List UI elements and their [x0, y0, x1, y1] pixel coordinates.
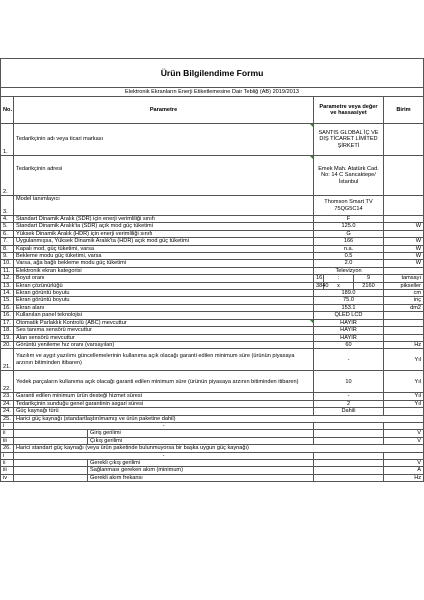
row-no: iii [1, 437, 14, 444]
row-unit: Hz [384, 341, 424, 348]
row-no: ii [1, 430, 14, 437]
row-value: 2 [314, 400, 384, 407]
row-label: Yazılım ve aygıt yazılımı güncellemelerinin kullanıma açık olacağı garanti edilen minimum süre (ürünün piyasaya arzının bitiminden itibaren) [14, 349, 314, 371]
row-unit [384, 408, 424, 415]
row-no: 15. [1, 297, 14, 304]
row-unit: W [384, 245, 424, 252]
row-value-separator: x [324, 282, 354, 289]
row-unit: V [384, 430, 424, 437]
row-label: Otomatik Parlaklık Kontrolü (ABC) mevcuttur [14, 319, 314, 326]
product-information-table [0, 58, 424, 482]
row-value: - [314, 349, 384, 371]
row-label: Model tanımlayıcı [14, 196, 314, 216]
row-value: Thomson Smart TV 75QG5C14 [314, 196, 384, 216]
row-no: i [1, 452, 14, 459]
row-value: - [14, 452, 314, 459]
row-no: 12. [1, 275, 14, 282]
row-label: Ekran alanı [14, 304, 314, 311]
row-value-2: 9 [354, 275, 384, 282]
header-value: Parametre veya değer ve hassasiyet [314, 97, 384, 124]
row-label: Elektronik ekran kategorisi [14, 267, 314, 274]
form-title: Ürün Bilgilendime Formu [1, 59, 424, 88]
row-unit: Yıl [384, 393, 424, 400]
row-value: Dahili [314, 408, 384, 415]
row-label: Görüntü yenileme hız oranı (varsayılan) [14, 341, 314, 348]
row-no: iii [1, 467, 14, 474]
row-label: Giriş gerilimi [88, 430, 314, 437]
row-no: ii [1, 459, 14, 466]
row-unit [384, 196, 424, 216]
row-label: Standart Dinamik Aralık (SDR) için enerji verimliliği sınıfı [14, 216, 314, 223]
row-label: Bekleme modu güç tüketimi, varsa [14, 253, 314, 260]
row-label: Boyut oranı [14, 275, 314, 282]
row-value: SANTIS GLOBAL İÇ VE DIŞ TİCARET LİMİTED ŞİRKETİ [314, 124, 384, 156]
row-value-2: 2160 [354, 282, 384, 289]
row-no: 2. [1, 156, 14, 196]
row-value: Televizyon [314, 267, 384, 274]
row-label: Tedarikçinin adresi [14, 156, 314, 196]
row-no: 21. [1, 349, 14, 371]
row-label: Ses tanıma sensörü mevcuttur [14, 327, 314, 334]
row-unit: V [384, 437, 424, 444]
row-label: Alan sensörü mevcuttur [14, 334, 314, 341]
row-value: HAYIR [314, 334, 384, 341]
row-unit: tamsayı [384, 275, 424, 282]
row-value: Emek Mah. Atatürk Cad. No: 14 C Sancaktepe/İstanbul [314, 156, 384, 196]
row-label: Tedarikçinin sunduğu genel garantinin asgari süresi [14, 400, 314, 407]
row-no: 14. [1, 290, 14, 297]
row-value: - [314, 393, 384, 400]
row-value-1: 3840 [314, 282, 324, 289]
row-no: 7. [1, 238, 14, 245]
row-unit: Hz [384, 474, 424, 481]
row-no: iv [1, 474, 14, 481]
row-label: Tedarikçinin adı veya ticari markası [14, 124, 314, 156]
row-no: 19. [1, 334, 14, 341]
row-label: Gerekli akım frekansı [88, 474, 314, 481]
row-unit: inç [384, 297, 424, 304]
row-label: Çıkış gerilimi [88, 437, 314, 444]
row-no: 24. [1, 408, 14, 415]
row-value: HAYIR [314, 319, 384, 326]
row-unit: cm [384, 290, 424, 297]
row-no: 8. [1, 245, 14, 252]
row-unit: Yıl [384, 349, 424, 371]
row-no: 3. [1, 196, 14, 216]
row-label: Gerekli çıkış gerilimi [88, 459, 314, 466]
row-no: i [1, 422, 14, 429]
row-value: 60 [314, 341, 384, 348]
row-no: 1. [1, 124, 14, 156]
row-label: Sağlanması gereken akım (minimum) [88, 467, 314, 474]
row-no: 13. [1, 282, 14, 289]
row-unit [384, 156, 424, 196]
row-no: 18. [1, 327, 14, 334]
row-unit: A [384, 467, 424, 474]
row-label: Kapalı mod, güç tüketimi, varsa [14, 245, 314, 252]
row-no: 10. [1, 260, 14, 267]
row-value-1: 16 [314, 275, 324, 282]
row-label: Ekran çözünürlüğü [14, 282, 314, 289]
row-unit [384, 312, 424, 319]
row-unit [384, 124, 424, 156]
product-information-sheet [0, 58, 424, 482]
row-no: 9. [1, 253, 14, 260]
row-unit: Yıl [384, 371, 424, 393]
row-no: 17. [1, 319, 14, 326]
header-no: No. [1, 97, 14, 124]
row-label: Yüksek Dinamik Aralık (HDR) için enerji verimliliği sınıfı [14, 230, 314, 237]
row-value: 2.0 [314, 260, 384, 267]
row-unit: V [384, 459, 424, 466]
row-no: 5. [1, 223, 14, 230]
row-unit: W [384, 223, 424, 230]
row-label: Güç kaynağı türü [14, 408, 314, 415]
header-unit: Birim [384, 97, 424, 124]
row-no: 23. [1, 393, 14, 400]
row-label: Harici standart güç kaynağı (veya ürün paketinde bulunmuyorsa bir başka uygun güç kaynağı) [14, 445, 424, 452]
row-value: 125.0 [314, 223, 384, 230]
row-no: 20. [1, 341, 14, 348]
row-no: 4. [1, 216, 14, 223]
row-label: Standart Dinamik Aralık'ta (SDR) açık mod güç tüketimi [14, 223, 314, 230]
row-unit: Yıl [384, 400, 424, 407]
row-value: - [14, 422, 314, 429]
row-label: Harici güç kaynağı (standartlaştırılmamış ve ürün paketine dahil) [14, 415, 424, 422]
row-value: 75.0 [314, 297, 384, 304]
row-unit: pikseller [384, 282, 424, 289]
row-label: Kullanılan panel teknolojisi [14, 312, 314, 319]
header-parameter: Parametre [14, 97, 314, 124]
row-unit: W [384, 238, 424, 245]
row-unit [384, 230, 424, 237]
row-no: 6. [1, 230, 14, 237]
row-value: F [314, 216, 384, 223]
row-label: Garanti edilen minimum ürün desteği hizmet süresi [14, 393, 314, 400]
row-value: G [314, 230, 384, 237]
row-value: n.a. [314, 245, 384, 252]
row-value: 189.0 [314, 290, 384, 297]
row-no: 24. [1, 400, 14, 407]
row-unit: W [384, 260, 424, 267]
row-value-separator: : [324, 275, 354, 282]
row-unit [384, 334, 424, 341]
row-value: 10 [314, 371, 384, 393]
row-label: Yedek parçaların kullanıma açık olacağı garanti edilen minimum süre (ürünün piyasaya arzının bitiminden itibaren) [14, 371, 314, 393]
row-value: 166 [314, 238, 384, 245]
row-unit: W [384, 253, 424, 260]
row-no: 25. [1, 415, 14, 422]
row-unit: dm2 [384, 304, 424, 311]
form-subtitle: Elektronik Ekranların Enerji Etiketlemesine Dair Tebliğ (AB) 2019/2013 [1, 88, 424, 97]
row-unit [384, 327, 424, 334]
row-unit [384, 267, 424, 274]
row-label: Ekran görüntü boyutu [14, 290, 314, 297]
row-no: 11. [1, 267, 14, 274]
row-no: 26. [1, 445, 14, 452]
row-unit [384, 216, 424, 223]
row-value: HAYIR [314, 327, 384, 334]
row-no: 16. [1, 312, 14, 319]
row-no: 16. [1, 304, 14, 311]
row-value: 153.1 [314, 304, 384, 311]
row-label: Uygulanmışsa, Yüksek Dinamik Aralık'ta (HDR) açık mod güç tüketimi [14, 238, 314, 245]
row-unit [384, 319, 424, 326]
row-label: Ekran görüntü boyutu [14, 297, 314, 304]
row-value: QLED LCD [314, 312, 384, 319]
row-no: 22. [1, 371, 14, 393]
row-value: 0.5 [314, 253, 384, 260]
row-label: Varsa, ağa bağlı bekleme modu güç tüketimi [14, 260, 314, 267]
